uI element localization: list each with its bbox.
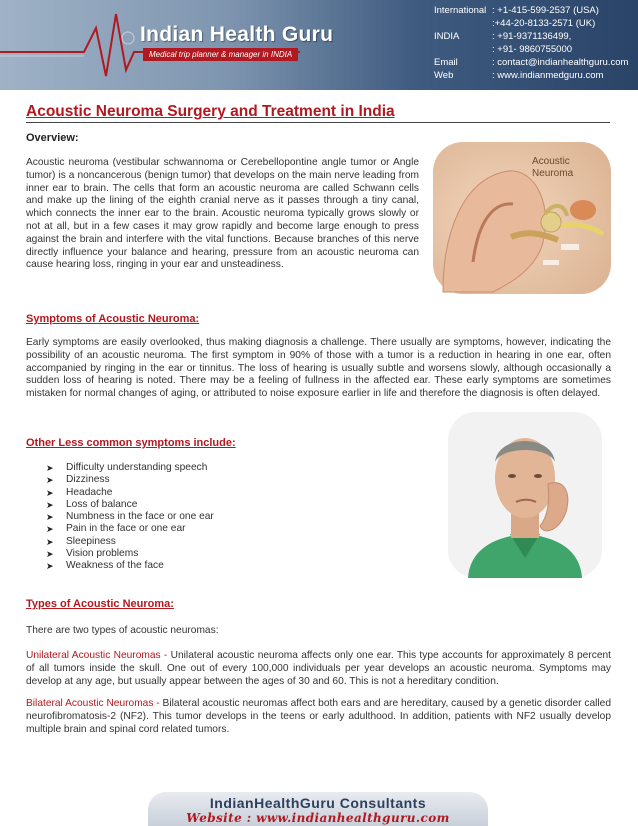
footer-website-link[interactable]: Website : www.indianhealthguru.com — [186, 811, 450, 825]
arrow-bullet-icon: ➤ — [46, 536, 54, 547]
contact-block — [434, 4, 638, 82]
arrow-bullet-icon: ➤ — [46, 561, 54, 572]
page-title: Acoustic Neuroma Surgery and Treatment in India — [26, 103, 395, 120]
list-item: ➤ Weakness of the face — [46, 560, 164, 572]
other-symptoms-heading: Other Less common symptoms include: — [26, 437, 236, 449]
bilateral-text: Bilateral acoustic neuromas affect both ears and are hereditary, caused by a genetic disorder called neurofibromatosis-2 (NF2). This tumor develops in the teens or early adulthood. In addition, patients with NF2 usually develop multiple brain and spinal cord related tumors. — [26, 698, 612, 735]
contact-value: : +91-9371136499, — [492, 31, 572, 42]
list-item: ➤ Numbness in the face or one ear — [46, 511, 214, 523]
image-label-line: Acoustic — [532, 156, 570, 167]
ear-anatomy-image — [433, 142, 611, 294]
arrow-bullet-icon: ➤ — [46, 499, 54, 510]
contact-email[interactable]: : contact@indianhealthguru.com — [492, 57, 629, 68]
contact-row — [434, 4, 638, 17]
overview-heading: Overview: — [26, 132, 79, 144]
symptoms-text: Early symptoms are easily overlooked, thus making diagnosis a challenge. There usually are symptoms, however, indicating the possibility of an acoustic neuroma. The first symptom in 90% of those with a tumor is a reduction in hearing in one ear, often accompanied by ringing in the ear or tinnitus. The loss of hearing is usually subtle and worsens slowly, although occasionally a sudden loss of hearing is noted. There may be a feeling of fullness in the affected ear. These early symptoms are sometimes mistaken for normal changes of aging, or attributed to noise exposure earlier in life and therefore the diagnosis is often delayed. — [26, 337, 611, 400]
image-label-line: Neuroma — [532, 168, 574, 179]
footer-company-name: IndianHealthGuru Consultants — [209, 795, 427, 811]
arrow-bullet-icon: ➤ — [46, 512, 54, 523]
title-divider — [26, 122, 610, 123]
contact-row — [434, 56, 638, 69]
contact-row — [434, 43, 638, 56]
contact-row — [434, 30, 638, 43]
list-item: ➤ Difficulty understanding speech — [46, 462, 208, 473]
list-item: ➤ Dizziness — [46, 474, 110, 486]
logo-tagline: Medical trip planner & manager in INDIA — [143, 48, 298, 61]
footer-banner — [148, 792, 488, 826]
arrow-bullet-icon: ➤ — [46, 549, 54, 560]
bilateral-lead: Bilateral Acoustic Neuromas - — [26, 698, 160, 709]
list-item: ➤ Sleepiness — [46, 535, 116, 547]
contact-label — [434, 17, 492, 30]
contact-row — [434, 69, 638, 82]
logo-title: Indian Health Guru — [140, 23, 334, 46]
unilateral-paragraph — [26, 650, 611, 688]
bilateral-paragraph — [26, 698, 611, 736]
contact-value: : +91- 9860755000 — [492, 44, 573, 55]
overview-text: Acoustic neuroma (vestibular schwannoma or Cerebellopontine angle tumor or Angle tumor) is a noncancerous (benign tumor) that develops on the main nerve leading from inner ear to brain. The cells that form an acoustic neuroma are called Schwann cells and make up the lining of the eighth cranial nerve as it passes through a tiny canal, which connects the inner ear to the brain. Acoustic neuroma typically grows slowly or not at all, but in a few cases it may grow rapidly and become large enough to press against the brain and interfere with the vital functions. Because branches of this nerve directly influence your balance and hearing, pressure from an acoustic neuroma can cause hearing loss, ringing in your ear and unsteadiness. — [26, 157, 419, 271]
symptom-list — [46, 462, 214, 573]
arrow-bullet-icon: ➤ — [46, 524, 54, 535]
contact-label: Web — [434, 70, 454, 81]
arrow-bullet-icon: ➤ — [46, 463, 54, 473]
patient-ear-pain-image — [448, 412, 602, 578]
arrow-bullet-icon: ➤ — [46, 475, 54, 486]
types-heading: Types of Acoustic Neuroma: — [26, 598, 174, 610]
header-banner — [0, 0, 638, 90]
contact-web-link[interactable]: : www.indianmedguru.com — [492, 70, 604, 81]
contact-value: : +1-415-599-2537 (USA) — [492, 5, 599, 16]
list-item: ➤ Vision problems — [46, 548, 139, 560]
contact-value: :+44-20-8133-2571 (UK) — [492, 18, 596, 29]
contact-row — [434, 17, 638, 30]
symptoms-heading: Symptoms of Acoustic Neuroma: — [26, 313, 200, 325]
contact-label: Email — [434, 57, 458, 68]
contact-label: INDIA — [434, 31, 460, 42]
list-item: ➤ Loss of balance — [46, 498, 138, 510]
unilateral-text: Unilateral acoustic neuroma affects only one ear. This type accounts for approximately 8 percent of all tumors inside the skull. One out of every 100,000 individuals per year develops an acoustic neuroma. Symptoms may develop at any age, but usually appear between the ages of 30 and 60. This is not a hereditary condition. — [26, 650, 611, 687]
unilateral-lead: Unilateral Acoustic Neuromas - — [26, 650, 168, 661]
image-label — [532, 156, 573, 180]
types-intro: There are two types of acoustic neuromas: — [26, 625, 219, 636]
contact-label — [434, 43, 492, 56]
list-item: ➤ Pain in the face or one ear — [46, 523, 186, 535]
list-item: ➤ Headache — [46, 486, 113, 498]
arrow-bullet-icon: ➤ — [46, 487, 54, 498]
contact-label: International — [434, 5, 487, 16]
